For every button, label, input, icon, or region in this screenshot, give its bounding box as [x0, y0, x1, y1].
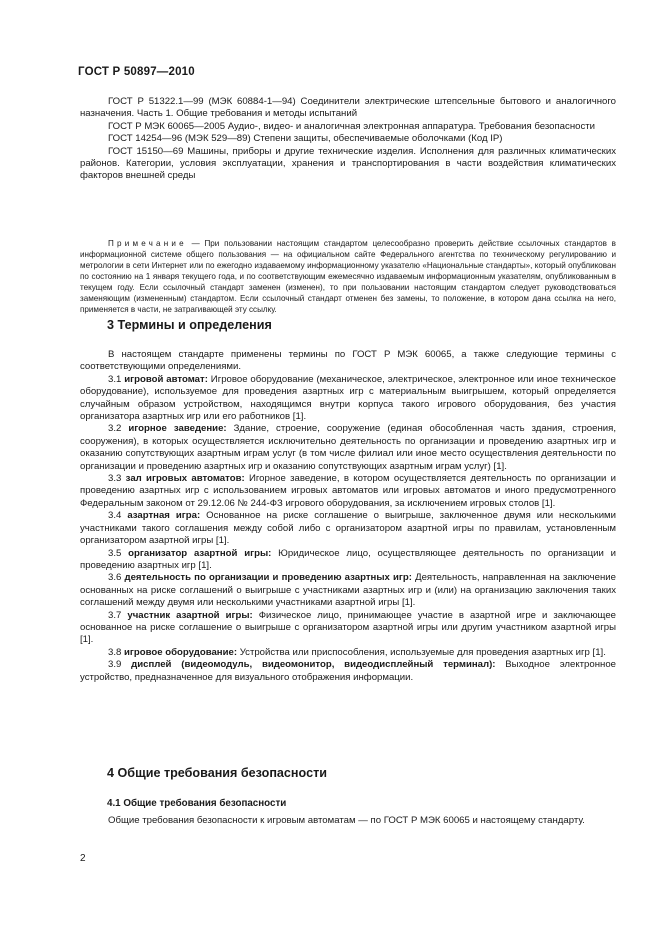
term-name: зал игровых автоматов: — [125, 473, 245, 485]
term-text: Здание, строение, сооружение (единая обособленная часть здания, строения, сооружения), в которых осуществляется исключительно деятельность по организации и проведению азартных игр и оказанию сопутствующих азартным играм услуг (в том числе филиал или иное место осуществления деятельности по организации и проведению азартных игр и оказанию сопутствующих азартным играм услуг) [1]. — [80, 423, 616, 472]
term-text: Деятельность, направленная на заключение основанных на риске соглашений о выигрыше с участниками азартных игр и (или) на организацию заключения таких соглашений между двумя или несколькими участниками азартной игры [1]. — [80, 572, 616, 609]
term-name: азартная игра: — [127, 510, 201, 522]
term-definition — [80, 647, 616, 659]
references-list — [80, 96, 616, 183]
term-name: дисплей (видеомодуль, видеомонитор, видеодисплейный терминал): — [131, 659, 496, 671]
term-number: 3.7 — [108, 609, 122, 621]
term-name: участник азартной игры: — [127, 609, 253, 621]
section-4-heading: 4 Общие требования безопасности — [107, 766, 327, 780]
note-text: — При пользовании настоящим стандартом целесообразно проверить действие ссылочных стандартов в информационной системе общего пользования — на официальном сайте Федерального агентства по техническому регулированию и метрологии в сети Интернет или по ежегодно издаваемому информационному указателю «Национальные стандарты», который опубликован по состоянию на 1 января текущего года, и по соответствующим ежемесячно издаваемым информационным указателям, опубликованным в текущем году. Если ссылочный стандарт заменен (изменен), то при пользовании настоящим стандартом следует руководствоваться заменяющим (измененным) стандартом. Если ссылочный стандарт отменен без замены, то положение, в котором дана ссылка на него, применяется в части, не затрагивающей эту ссылку. — [80, 239, 616, 314]
section-3-intro: В настоящем стандарте применены термины по ГОСТ Р МЭК 60065, а также следующие термины с соответствующими определениями. — [80, 349, 616, 373]
term-definition — [80, 473, 616, 510]
term-number: 3.1 — [108, 373, 122, 385]
term-text: Игровое оборудование (механическое, электрическое, электронное или иное техническое оборудование), используемое для проведения азартных игр с материальным выигрышем, который определяется случайным образом устройством, находящимся внутри корпуса такого игрового оборудования, без участия организатора азартных игр или его работников [1]. — [80, 373, 616, 423]
section-3-body — [80, 349, 616, 684]
reference-item: ГОСТ 14254—96 (МЭК 529—89) Степени защиты, обеспечиваемые оболочками (Код IP) — [108, 133, 503, 145]
term-number: 3.6 — [108, 572, 122, 584]
term-number: 3.9 — [108, 659, 122, 671]
term-definition — [80, 548, 616, 573]
term-definition — [80, 659, 616, 684]
note-paragraph — [80, 238, 616, 315]
term-text: Юридическое лицо, осуществляющее деятельность по организации и проведению азартных игр [1]. — [80, 547, 616, 571]
term-name: деятельность по организации и проведению азартных игр: — [124, 572, 412, 584]
document-header: ГОСТ Р 50897—2010 — [78, 66, 195, 78]
term-name: игровой автомат: — [124, 373, 208, 385]
term-name: игорное заведение: — [128, 423, 227, 435]
page-number: 2 — [80, 853, 86, 864]
term-number: 3.8 — [108, 646, 122, 658]
term-number: 3.3 — [108, 473, 122, 485]
term-number: 3.2 — [108, 423, 122, 435]
term-definition — [80, 423, 616, 473]
term-text: Игорное заведение, в котором осуществляется деятельность по организации и проведению азартных игр с использованием игровых автоматов или игровых автоматов и иного предусмотренного Федеральным законом от 29.12.06 № 244-ФЗ игрового оборудования, за исключением игровых столов [1]. — [80, 473, 617, 509]
section-4-1-text: Общие требования безопасности к игровым автоматам — по ГОСТ Р МЭК 60065 и настоящему стандарту. — [108, 815, 585, 826]
term-definition — [80, 572, 616, 609]
reference-item: ГОСТ Р 51322.1—99 (МЭК 60884-1—94) Соединители электрические штепсельные бытового и аналогичного назначения. Часть 1. Общие требования и методы испытаний — [80, 96, 616, 120]
term-definition — [80, 510, 616, 547]
reference-item: ГОСТ 15150—69 Машины, приборы и другие технические изделия. Исполнения для различных климатических районов. Категории, условия эксплуатации, хранения и транспортирования в части воздействия климатических факторов внешней среды — [80, 145, 616, 182]
term-number: 3.5 — [108, 547, 122, 559]
section-4-1-body — [80, 815, 616, 827]
term-definition — [80, 610, 616, 647]
reference-item: ГОСТ Р МЭК 60065—2005 Аудио-, видео- и аналогичная электронная аппаратура. Требования безопасности — [108, 120, 595, 132]
note-block — [80, 238, 616, 315]
term-text: Выходное электронное устройство, предназначенное для визуального отображения информации. — [80, 659, 616, 683]
note-label: Примечание — [108, 239, 187, 248]
term-text: Устройства или приспособления, используемые для проведения азартных игр [1]. — [237, 646, 606, 658]
term-name: игровое оборудование: — [124, 646, 238, 658]
term-name: организатор азартной игры: — [128, 547, 272, 559]
term-definition — [80, 374, 616, 424]
term-number: 3.4 — [108, 510, 122, 522]
section-3-heading: 3 Термины и определения — [107, 318, 272, 332]
term-text: Основанное на риске соглашение о выигрыше, заключенное двумя или несколькими участниками такого соглашения между собой либо с организатором азартной игры по правилам, установленным организатором азартной игры [1]. — [80, 510, 617, 547]
term-text: Физическое лицо, принимающее участие в азартной игре и заключающее основанное на риске соглашение о выигрыше с организатором азартной игры или другим участником азартной игры [1]. — [80, 609, 616, 646]
section-4-1-heading: 4.1 Общие требования безопасности — [107, 798, 287, 809]
